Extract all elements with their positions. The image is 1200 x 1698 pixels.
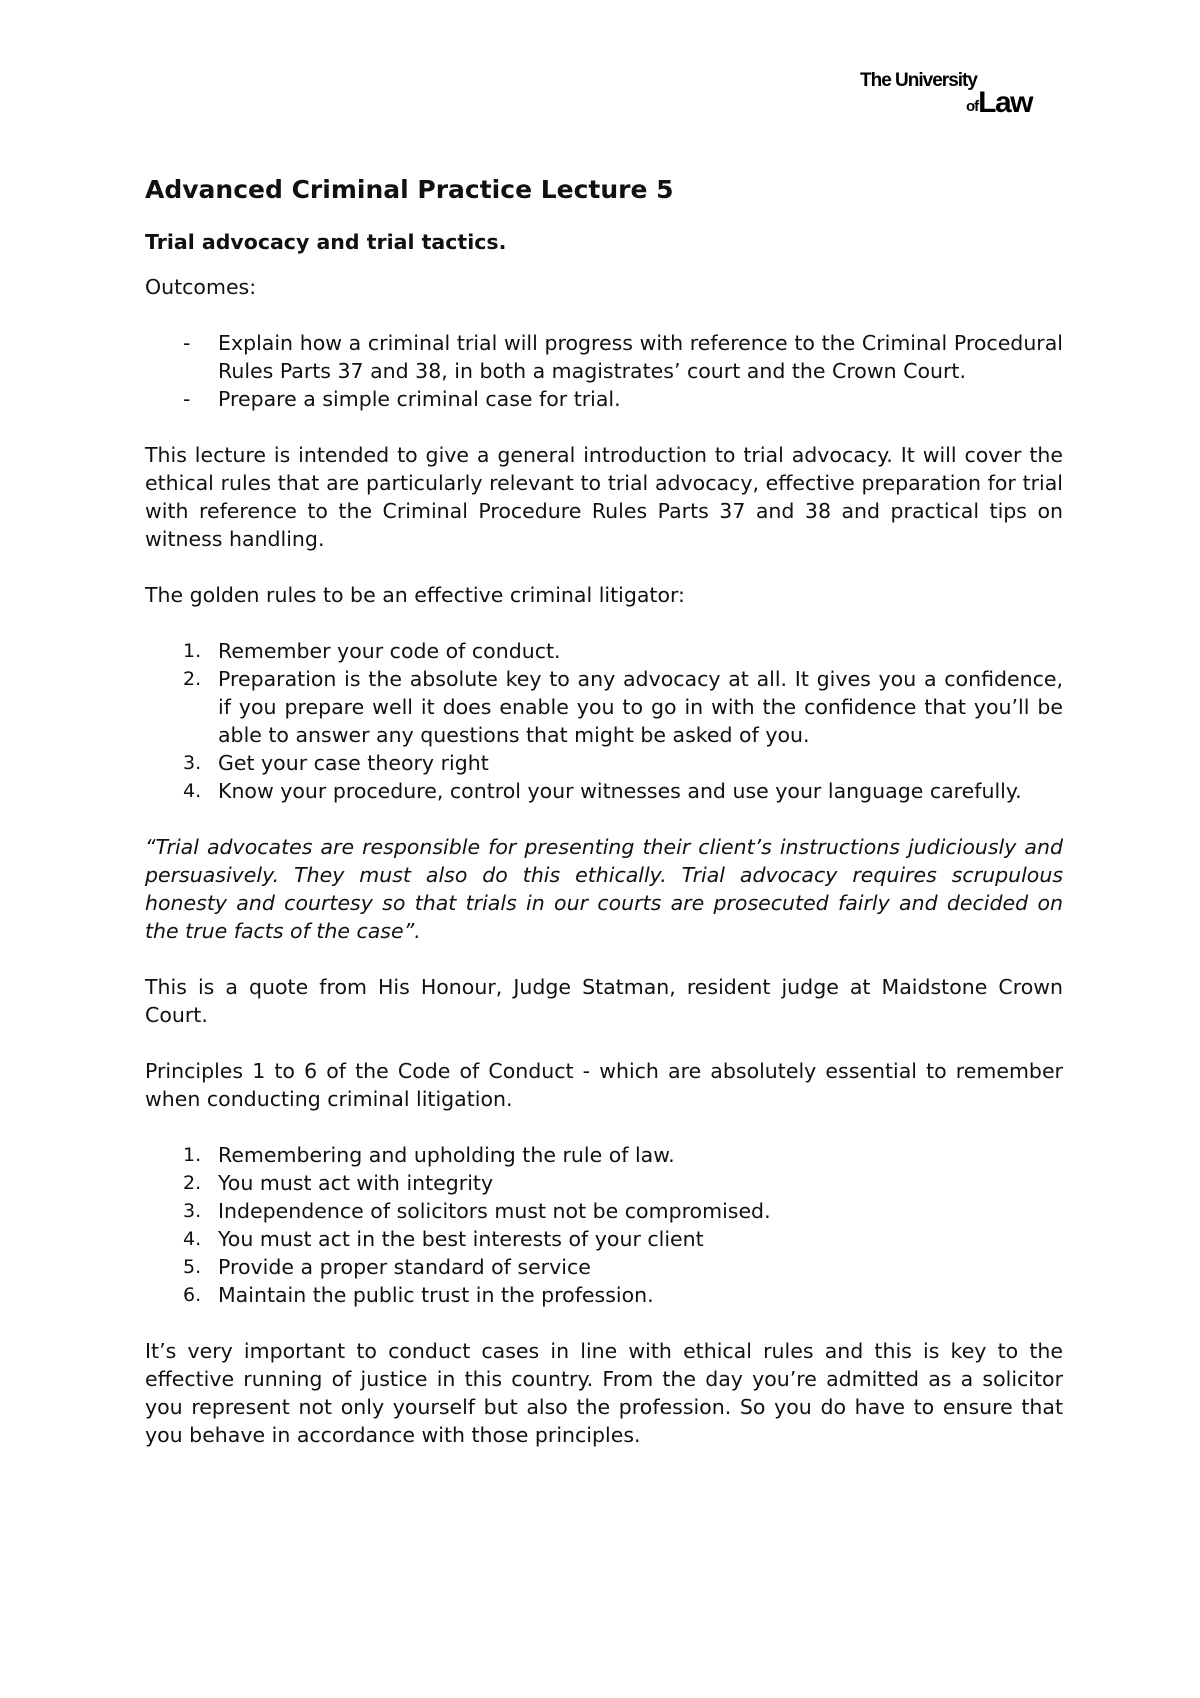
logo-line-2 [966, 88, 1032, 118]
list-number: 2. [183, 1172, 202, 1194]
principle-item [145, 1141, 1063, 1169]
list-number: 4. [183, 780, 202, 802]
logo-law: Law [978, 86, 1033, 119]
dash-bullet: - [183, 387, 191, 411]
golden-rule-item [145, 637, 1063, 665]
golden-rules-label: The golden rules to be an effective criminal litigator: [145, 583, 685, 607]
principle-text: You must act in the best interests of your client [218, 1227, 704, 1251]
outcome-item [145, 329, 1063, 385]
principle-text: Remembering and upholding the rule of law. [218, 1143, 675, 1167]
principle-item [145, 1253, 1063, 1281]
golden-rule-item [145, 665, 1063, 749]
list-number: 4. [183, 1228, 202, 1250]
golden-rule-text: Get your case theory right [218, 751, 489, 775]
list-number: 2. [183, 668, 202, 690]
list-number: 3. [183, 752, 202, 774]
document-subtitle: Trial advocacy and trial tactics. [145, 230, 507, 254]
list-number: 5. [183, 1256, 202, 1278]
quote-attribution: This is a quote from His Honour, Judge Statman, resident judge at Maidstone Crown Court. [145, 975, 1063, 1027]
dash-bullet: - [183, 331, 191, 355]
conclusion-paragraph: It’s very important to conduct cases in line with ethical rules and this is key to the effective running of justice in this country. From the day you’re admitted as a solicitor you represent not only yourself but also the profession. So you do have to ensure that you behave in accordance with those principles. [145, 1339, 1063, 1447]
outcome-text: Explain how a criminal trial will progress with reference to the Criminal Procedural Rules Parts 37 and 38, in both a magistrates’ court and the Crown Court. [218, 331, 1063, 383]
outcome-text: Prepare a simple criminal case for trial. [218, 387, 621, 411]
principle-text: Independence of solicitors must not be compromised. [218, 1199, 771, 1223]
principle-text: You must act with integrity [218, 1171, 494, 1195]
intro-paragraph: This lecture is intended to give a general introduction to trial advocacy. It will cover the ethical rules that are particularly relevant to trial advocacy, effective preparation for trial with reference to the Criminal Procedure Rules Parts 37 and 38 and practical tips on witness handling. [145, 443, 1063, 551]
list-number: 1. [183, 640, 202, 662]
university-of-law-logo [856, 70, 1066, 119]
logo-line-1: The University [860, 70, 977, 91]
document-body [145, 172, 1063, 1449]
principle-item [145, 1225, 1063, 1253]
principles-list [145, 1141, 1063, 1309]
golden-rule-text: Remember your code of conduct. [218, 639, 561, 663]
golden-rule-text: Know your procedure, control your witnesses and use your language carefully. [218, 779, 1022, 803]
list-number: 1. [183, 1144, 202, 1166]
principle-item [145, 1169, 1063, 1197]
list-number: 3. [183, 1200, 202, 1222]
principles-intro: Principles 1 to 6 of the Code of Conduct - which are absolutely essential to remember when conducting criminal litigation. [145, 1059, 1063, 1111]
principle-text: Maintain the public trust in the profession. [218, 1283, 654, 1307]
outcomes-list [145, 329, 1063, 413]
logo-of: of [966, 98, 979, 115]
principle-item [145, 1197, 1063, 1225]
principle-item [145, 1281, 1063, 1309]
golden-rule-text: Preparation is the absolute key to any advocacy at all. It gives you a confidence, if you prepare well it does enable you to go in with the confidence that you’ll be able to answer any questions that might be asked of you. [218, 667, 1063, 747]
principle-text: Provide a proper standard of service [218, 1255, 591, 1279]
list-number: 6. [183, 1284, 202, 1306]
outcomes-label: Outcomes: [145, 275, 257, 299]
judge-quote: “Trial advocates are responsible for presenting their client’s instructions judiciously and persuasively. They must also do this ethically. Trial advocacy requires scrupulous honesty and courtesy so that trials in our courts are prosecuted fairly and decided on the true facts of the case”. [145, 835, 1063, 943]
golden-rule-item [145, 777, 1063, 805]
golden-rule-item [145, 749, 1063, 777]
document-title: Advanced Criminal Practice Lecture 5 [145, 175, 674, 204]
golden-rules-list [145, 637, 1063, 805]
outcome-item [145, 385, 1063, 413]
